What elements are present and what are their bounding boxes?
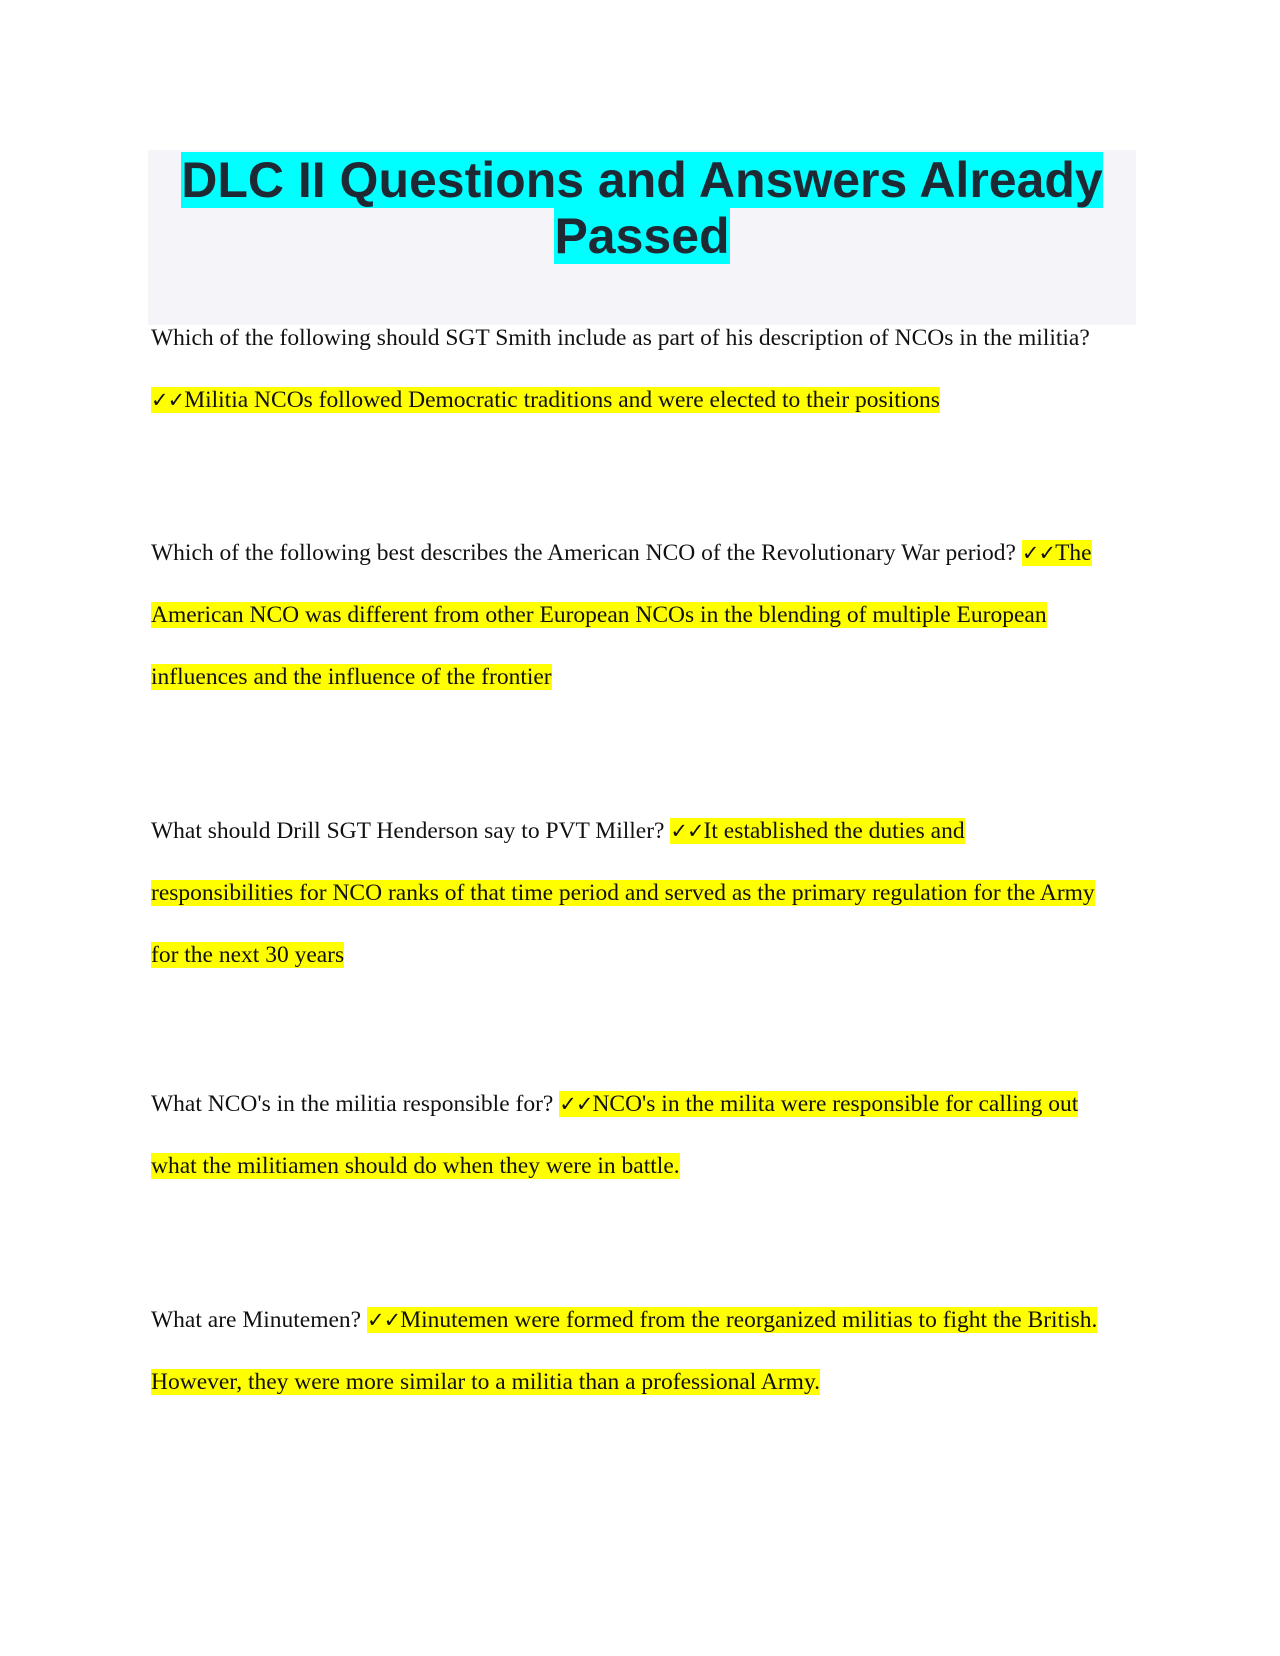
double-check-icon: ✓✓ (151, 388, 185, 412)
qa-item-3 (151, 800, 1111, 986)
double-check-icon: ✓✓ (1021, 541, 1056, 565)
answer-text: Minutemen were formed from the reorganized militias to fight the British. However, they were more similar to a militia than a professional Army. (151, 1307, 1098, 1395)
qa-item-5 (151, 1289, 1111, 1413)
title-block (148, 150, 1136, 325)
answer-text: NCO's in the milita were responsible for calling out what the militiamen should do when they were in battle. (151, 1091, 1079, 1179)
qa-item-1 (151, 307, 1111, 431)
question-text: What should Drill SGT Henderson say to PVT Miller? (151, 818, 665, 844)
document-title-text: DLC II Questions and Answers Already Passed (181, 152, 1103, 264)
double-check-icon: ✓✓ (366, 1308, 401, 1332)
question-text: What are Minutemen? (151, 1307, 362, 1333)
qa-item-4 (151, 1073, 1111, 1197)
question-text: What NCO's in the militia responsible for? (151, 1091, 554, 1117)
answer-text: The American NCO was different from other European NCOs in the blending of multiple European influences and the influence of the frontier (151, 540, 1092, 690)
answer-text: It established the duties and responsibilities for NCO ranks of that time period and served as the primary regulation for the Army for the next 30 years (151, 818, 1095, 968)
answer-text: Militia NCOs followed Democratic traditions and were elected to their positions (184, 387, 940, 413)
double-check-icon: ✓✓ (559, 1092, 593, 1116)
question-text: Which of the following best describes the American NCO of the Revolutionary War period? (151, 540, 1016, 566)
double-check-icon: ✓✓ (670, 819, 704, 843)
answer-highlight (151, 387, 940, 413)
document-title (148, 150, 1136, 264)
question-text: Which of the following should SGT Smith include as part of his description of NCOs in the militia? (151, 325, 1090, 351)
qa-item-2 (151, 522, 1111, 708)
